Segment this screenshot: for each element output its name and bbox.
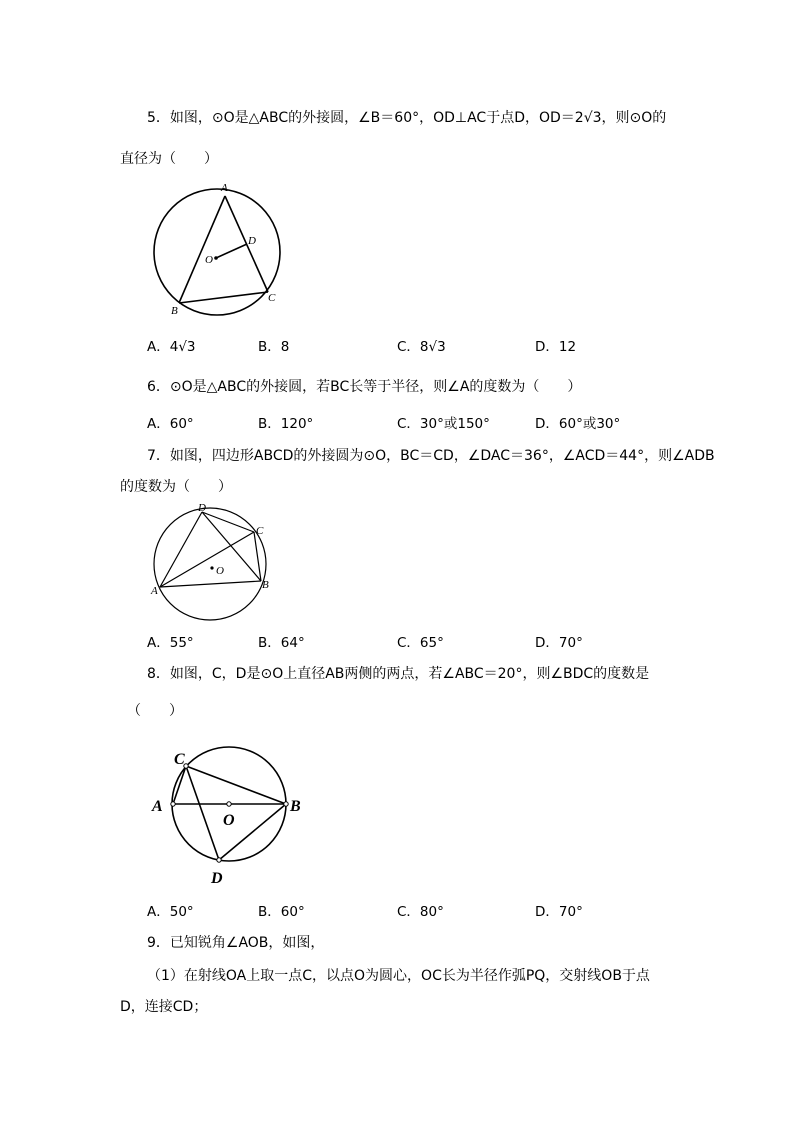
q7-figure [150,500,275,625]
q7-option-c: C．65° [397,635,444,651]
q5-label-c: C [268,292,276,304]
q5-option-b: B．8 [258,339,290,355]
q5-label-o: O [205,254,213,266]
q7-label-a: A [151,585,158,597]
q5-stem-line2: 直径为（ ） [120,151,218,167]
q8-label-c: C [174,751,185,768]
q6-option-b: B．120° [258,416,314,432]
q6-stem-line1: 6．⊙O是△ABC的外接圆，若BC长等于半径，则∠A的度数为（ ） [147,379,582,395]
q6-option-c: C．30°或150° [397,416,490,432]
q8-figure [150,745,310,890]
q5-figure [150,180,285,320]
q8-option-b: B．60° [258,904,305,920]
q8-label-d: D [211,870,223,887]
q5-label-a: A [221,182,228,194]
q6-option-a: A．60° [147,416,194,432]
q5-label-d: D [248,235,256,247]
q8-option-a: A．50° [147,904,194,920]
q8-label-b: B [290,798,301,815]
q8-label-o: O [223,812,235,829]
q7-stem-line1: 7．如图，四边形ABCD的外接圆为⊙O，BC＝CD，∠DAC＝36°，∠ACD＝44°，则∠ADB [147,448,715,464]
q9-step1-line2: D，连接CD； [120,999,208,1015]
q7-option-b: B．64° [258,635,305,651]
q8-option-d: D．70° [535,904,583,920]
q5-option-a: A．4√3 [147,339,196,355]
q7-stem-line2: 的度数为（ ） [120,479,232,495]
q8-stem-line2: （ ） [127,703,183,719]
q7-label-c: C [256,525,264,537]
q5-option-d: D．12 [535,339,577,355]
q9-step1-line1: （1）在射线OA上取一点C，以点O为圆心，OC长为半径作弧PQ，交射线OB于点 [147,968,650,984]
q7-label-o: O [216,565,224,577]
q6-option-d: D．60°或30° [535,416,621,432]
q5-option-c: C．8√3 [397,339,446,355]
q7-option-a: A．55° [147,635,194,651]
q5-stem-line1: 5．如图，⊙O是△ABC的外接圆，∠B＝60°，OD⊥AC于点D，OD＝2√3，则⊙O的 [147,110,667,126]
q8-option-c: C．80° [397,904,444,920]
q7-option-d: D．70° [535,635,583,651]
q5-label-b: B [171,305,178,317]
q8-stem-line1: 8．如图，C，D是⊙O上直径AB两侧的两点，若∠ABC＝20°，则∠BDC的度数是 [147,666,650,682]
q7-label-b: B [262,579,269,591]
q8-label-a: A [152,798,163,815]
q7-label-d: D [198,502,206,514]
q9-stem-line1: 9．已知锐角∠AOB，如图， [147,935,325,951]
